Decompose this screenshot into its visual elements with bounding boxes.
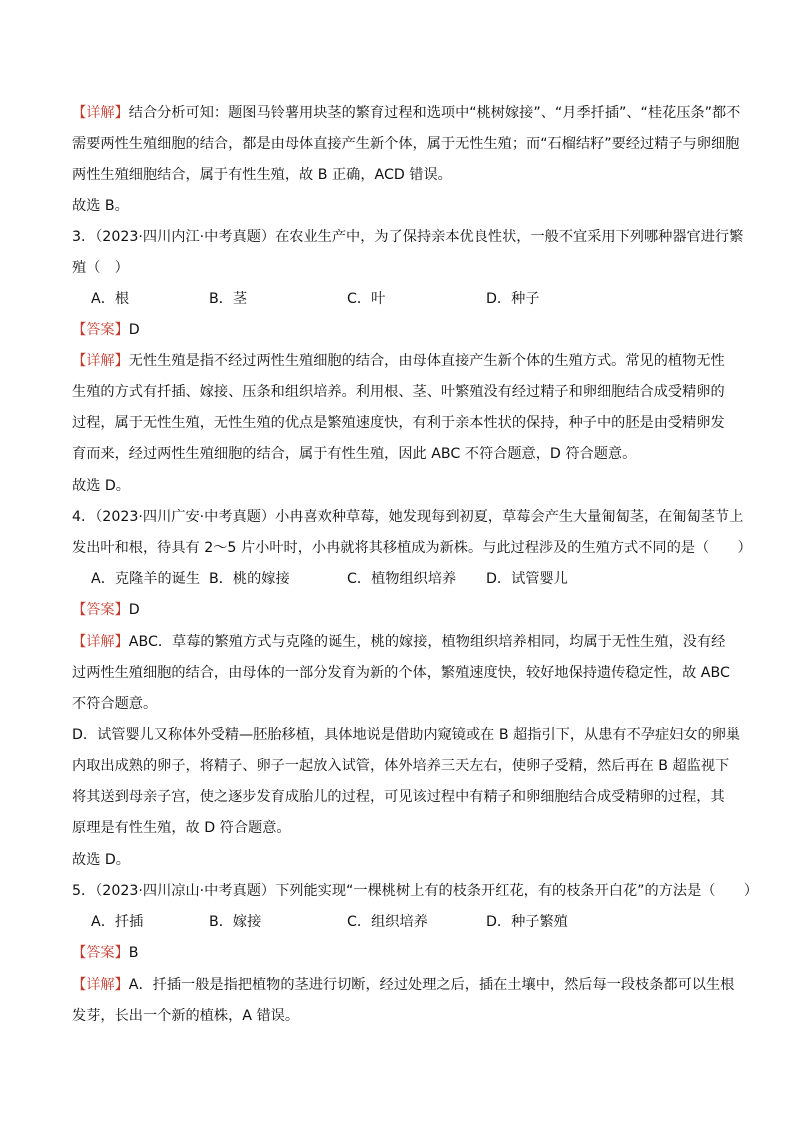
explain-line: 两性生殖细胞结合，属于有性生殖，故 B 正确，ACD 错误。	[72, 167, 452, 183]
option-a: A．克隆羊的诞生	[91, 571, 201, 587]
option-d: D．种子繁殖	[486, 914, 568, 930]
explain-text: 无性生殖是指不经过两性生殖细胞的结合，由母体直接产生新个体的生殖方式。常见的植物无性	[128, 353, 725, 369]
explain-line: D．试管婴儿又称体外受精—胚胎移植，具体地说是借助内窥镜或在 B 超指引下，从患有不孕症妇女的卵巢	[72, 727, 741, 743]
option-d: D．试管婴儿	[486, 571, 568, 587]
option-b: B．桃的嫁接	[209, 571, 290, 587]
explain-line	[72, 632, 725, 652]
option-a: A．根	[91, 291, 130, 307]
answer-line	[72, 943, 139, 963]
explain-line: 需要两性生殖细胞的结合，都是由母体直接产生新个体，属于无性生殖；而“石榴结籽”要经过精子与卵细胞	[72, 136, 740, 152]
answer-value: D	[128, 602, 140, 618]
answer-tag: 【答案】	[72, 322, 129, 338]
answer-tag: 【答案】	[72, 602, 129, 618]
answer-value: B	[128, 945, 139, 961]
option-b: B．茎	[209, 291, 248, 307]
explain-line: 生殖的方式有扦插、嫁接、压条和组织培养。利用根、茎、叶繁殖没有经过精子和卵细胞结合成受精卵的	[72, 384, 725, 400]
explain-text: A．扦插一般是指把植物的茎进行切断，经过处理之后，插在土壤中，然后每一段枝条都可以生根	[128, 977, 735, 993]
explain-line: 原理是有性生殖，故 D 符合题意。	[72, 820, 291, 836]
explain-tag: 【详解】	[72, 977, 129, 993]
answer-line	[72, 600, 140, 620]
explain-line: 内取出成熟的卵子，将精子、卵子一起放入试管，体外培养三天左右，使卵子受精，然后再在 B 超监视下	[72, 758, 730, 774]
explain-line	[72, 351, 725, 371]
answer-value: D	[128, 322, 140, 338]
question-3-stem: 3．（2023·四川内江·中考真题）在农业生产中，为了保持亲本优良性状，一般不宜采用下列哪种器官进行繁	[72, 229, 744, 245]
option-a: A．扦插	[91, 914, 144, 930]
option-c: C．植物组织培养	[347, 571, 457, 587]
option-d: D．种子	[486, 291, 540, 307]
explain-line: 将其送到母亲子宫，使之逐步发育成胎儿的过程，可见该过程中有精子和卵细胞结合成受精卵的过程，其	[72, 789, 725, 805]
explain-tag: 【详解】	[72, 105, 129, 121]
conclusion: 故选 D。	[72, 478, 130, 494]
explain-line: 育而来，经过两性生殖细胞的结合，属于有性生殖，因此 ABC 不符合题意，D 符合题意。	[72, 446, 637, 462]
explain-line	[72, 975, 734, 995]
option-c: C．组织培养	[347, 914, 428, 930]
answer-line	[72, 320, 140, 340]
explain-tag: 【详解】	[72, 353, 129, 369]
explain-line	[72, 103, 740, 123]
explain-text: ABC．草莓的繁殖方式与克隆的诞生，桃的嫁接，植物组织培养相同，均属于无性生殖，没有经	[128, 634, 726, 650]
question-4-stem: 4．（2023·四川广安·中考真题）小冉喜欢种草莓，她发现每到初夏，草莓会产生大量匍匐茎，在匍匐茎节上	[72, 509, 744, 525]
explain-line: 过程，属于无性生殖，无性生殖的优点是繁殖速度快，有利于亲本性状的保持，种子中的胚是由受精卵发	[72, 415, 725, 431]
conclusion: 故选 B。	[72, 198, 129, 214]
question-5-stem: 5．（2023·四川凉山·中考真题）下列能实现“一棵桃树上有的枝条开红花，有的枝条开白花”的方法是（ ）	[72, 883, 759, 899]
explain-line: 发芽，长出一个新的植株，A 错误。	[72, 1008, 300, 1024]
option-b: B．嫁接	[209, 914, 262, 930]
option-c: C．叶	[347, 291, 386, 307]
explain-line: 过两性生殖细胞的结合，由母体的一部分发育为新的个体，繁殖速度快，较好地保持遗传稳定性，故 ABC	[72, 665, 730, 681]
question-3-stem-cont: 殖（ ）	[72, 260, 129, 276]
conclusion: 故选 D。	[72, 852, 130, 868]
explain-tag: 【详解】	[72, 634, 129, 650]
explain-line: 不符合题意。	[72, 696, 158, 712]
answer-tag: 【答案】	[72, 945, 129, 961]
explain-text: 结合分析可知：题图马铃薯用块茎的繁育过程和选项中“桃树嫁接”、“月季扦插”、“桂花压条”都不	[128, 105, 741, 121]
question-4-stem-cont: 发出叶和根，待具有 2～5 片小叶时，小冉就将其移植成为新株。与此过程涉及的生殖方式不同的是（ ）	[72, 540, 752, 556]
